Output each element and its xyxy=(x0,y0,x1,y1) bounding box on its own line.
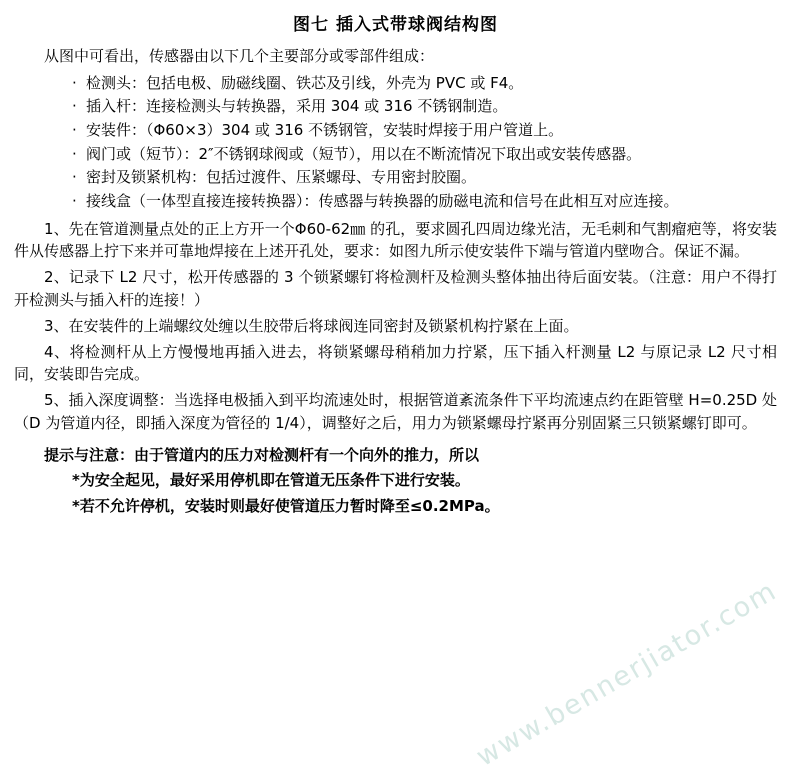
bullet-dot-icon: · xyxy=(72,120,77,139)
bullet-dot-icon: · xyxy=(72,191,77,210)
watermark-text: www.bennerjiator.com xyxy=(471,575,783,773)
list-item-label: 阀门或（短节）：2″不锈钢球阀或（短节），用以在不断流情况下取出或安装传感器。 xyxy=(86,144,642,163)
list-item-label: 接线盒（一体型直接连接转换器）：传感器与转换器的励磁电流和信号在此相互对应连接。 xyxy=(86,191,679,210)
bullet-dot-icon: · xyxy=(72,144,77,163)
step-paragraph: 1、先在管道测量点处的正上方开一个Φ60-62㎜ 的孔，要求圆孔四周边缘光洁，无毛刺和气割瘤疤等，将安装件从传感器上拧下来并可靠地焊接在上述开孔处，要求：如图九所示使安装件下端与管道内壁吻合。保证不漏。 xyxy=(14,219,777,261)
list-item-label: 密封及锁紧机构：包括过渡件、压紧螺母、专用密封胶圈。 xyxy=(86,168,477,187)
notes-line: *为安全起见，最好采用停机即在管道无压条件下进行安装。 xyxy=(72,470,470,489)
list-item xyxy=(72,95,777,119)
installation-steps xyxy=(14,218,777,435)
list-item xyxy=(72,119,777,143)
bullet-dot-icon: · xyxy=(72,97,77,116)
step-paragraph: 3、在安装件的上端螺纹处缠以生胶带后将球阀连同密封及锁紧机构拧紧在上面。 xyxy=(44,316,579,335)
list-item xyxy=(72,166,777,190)
list-item xyxy=(72,143,777,167)
step-paragraph: 5、插入深度调整：当选择电极插入到平均流速处时，根据管道紊流条件下平均流速点约在距管壁 H=0.25D 处（D 为管道内径，即插入深度为管径的 1/4），调整好之后，用力为锁紧螺母拧紧再分别固紧三只锁紧螺钉即可。 xyxy=(14,391,777,432)
list-item xyxy=(72,190,777,214)
list-item xyxy=(72,72,777,96)
notes-heading: 提示与注意：由于管道内的压力对检测杆有一个向外的推力，所以 xyxy=(44,445,480,464)
step-paragraph: 4、将检测杆从上方慢慢地再插入进去，将锁紧螺母稍稍加力拧紧，压下插入杆测量 L2 与原记录 L2 尺寸相同，安装即告完成。 xyxy=(14,342,777,384)
step-paragraph: 2、记录下 L2 尺寸，松开传感器的 3 个锁紧螺钉将检测杆及检测头整体抽出待后面安装。（注意：用户不得打开检测头与插入杆的连接！） xyxy=(14,268,777,310)
list-item-label: 插入杆：连接检测头与转换器，采用 304 或 316 不锈钢制造。 xyxy=(86,97,508,116)
list-item-label: 检测头：包括电极、励磁线圈、铁芯及引线，外壳为 PVC 或 F4。 xyxy=(86,73,524,92)
notes-line: *若不允许停机，安装时则最好使管道压力暂时降至≤0.2MPa。 xyxy=(72,497,500,516)
bullet-dot-icon: · xyxy=(72,73,77,92)
bullet-dot-icon: · xyxy=(72,168,77,187)
notes-section xyxy=(14,443,777,520)
page-title: 图七 插入式带球阀结构图 xyxy=(293,15,498,35)
intro-paragraph: 从图中可看出，传感器由以下几个主要部分或零部件组成： xyxy=(44,47,435,65)
list-item-label: 安装件：（Φ60×3）304 或 316 不锈钢管，安装时焊接于用户管道上。 xyxy=(86,120,564,139)
component-list xyxy=(14,72,777,214)
